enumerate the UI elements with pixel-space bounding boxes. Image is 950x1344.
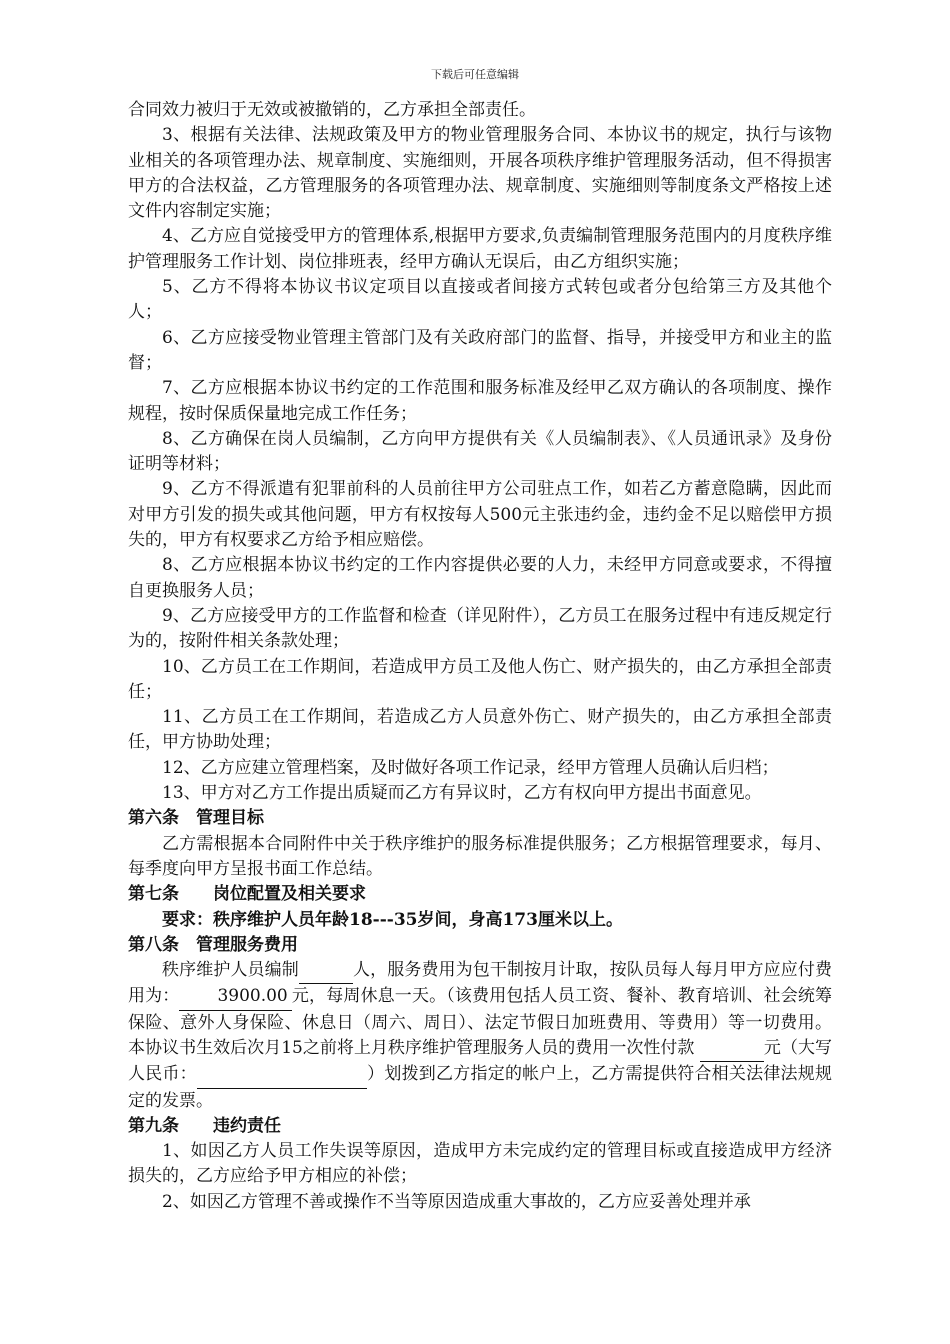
- clause-8b: 8、乙方应根据本协议书约定的工作内容提供必要的人力，未经甲方同意或要求，不得擅自更换服务人员；: [128, 555, 832, 601]
- article-8-heading: 第八条 管理服务费用: [128, 934, 298, 955]
- payment-amount-blank: [700, 1036, 764, 1062]
- article-8-text-3: 元，每周休息一天。（该费用包括人员工资、餐补、教育培训、社会统筹保险、意外人身保险、休息日（周六、周日）、法定节假日加班费用、等费用）等一切费用。本协议书生效后次月15之前将上月秩序维护管理服务人员的费用一次性付款: [128, 986, 833, 1058]
- article-7-requirement: 要求：秩序维护人员年龄18---35岁间，身高173厘米以上。: [162, 909, 623, 930]
- clause-8: 8、乙方确保在岗人员编制，乙方向甲方提供有关《人员编制表》、《人员通讯录》及身份证明等材料；: [128, 428, 832, 475]
- article-6-heading: 第六条 管理目标: [128, 808, 264, 829]
- page-header: 下载后可任意编辑: [431, 68, 519, 81]
- article-7-heading: 第七条 岗位配置及相关要求: [128, 884, 366, 905]
- article-8-text-4: 元（大写人民币：: [128, 1037, 833, 1085]
- article-6-text: 乙方需根据本合同附件中关于秩序维护的服务标准提供服务；乙方根据管理要求，每月、每季度向甲方呈报书面工作总结。: [128, 833, 832, 879]
- clause-9: 9、乙方不得派遣有犯罪前科的人员前往甲方公司驻点工作，如若乙方蓄意隐瞒，因此而对甲方引发的损失或其他问题，甲方有权按每人500元主张违约金，违约金不足以赔偿甲方损失的，甲方有权要求乙方给予相应赔偿。: [128, 479, 832, 551]
- article-8-text-1: 秩序维护人员编制: [162, 960, 299, 981]
- clause-4: 4、乙方应自觉接受甲方的管理体系,根据甲方要求,负责编制管理服务范围内的月度秩序维护管理服务工作计划、岗位排班表，经甲方确认无误后，由乙方组织实施；: [128, 226, 832, 272]
- article-9-heading: 第九条 违约责任: [128, 1115, 281, 1136]
- headcount-blank: [299, 958, 353, 984]
- article-9-clause-1: 1、如因乙方人员工作失误等原因，造成甲方未完成约定的管理目标或直接造成甲方经济损失的，乙方应给予甲方相应的补偿；: [128, 1141, 832, 1187]
- clause-3: 3、根据有关法律、法规政策及甲方的物业管理服务合同、本协议书的规定，执行与该物业相关的各项管理办法、规章制度、实施细则，开展各项秩序维护管理服务活动，但不得损害甲方的合法权益，乙方管理服务的各项管理办法、规章制度、实施细则等制度条文严格按上述文件内容制定实施；: [128, 125, 832, 222]
- clause-12: 12、乙方应建立管理档案，及时做好各项工作记录，经甲方管理人员确认后归档；: [162, 757, 779, 778]
- clause-9b: 9、乙方应接受甲方的工作监督和检查（详见附件），乙方员工在服务过程中有违反规定行为的，按附件相关条款处理；: [128, 605, 832, 652]
- article-8-text: [128, 958, 832, 1114]
- clause-11: 11、乙方员工在工作期间，若造成乙方人员意外伤亡、财产损失的，由乙方承担全部责任，甲方协助处理；: [128, 707, 832, 753]
- intro-paragraph: 合同效力被归于无效或被撤销的，乙方承担全部责任。: [128, 100, 536, 120]
- article-8-text-5: ）划拨到乙方指定的帐户上，乙方需提供符合相关法律法规规定的发票。: [128, 1064, 833, 1111]
- document-body: [128, 98, 832, 1215]
- amount-in-words-blank: [197, 1062, 367, 1088]
- clause-13: 13、甲方对乙方工作提出质疑而乙方有异议时，乙方有权向甲方提出书面意见。: [162, 783, 762, 804]
- clause-5: 5、乙方不得将本协议书议定项目以直接或者间接方式转包或者分包给第三方及其他个人；: [128, 277, 832, 323]
- article-8-text-2: 人，服务费用为包干制按月计取，按队员每人每月甲方应应付费用为：: [128, 960, 833, 1007]
- monthly-fee-value: 3900.00: [179, 984, 291, 1010]
- clause-7: 7、乙方应根据本协议书约定的工作范围和服务标准及经甲乙双方确认的各项制度、操作规程，按时保质保量地完成工作任务；: [128, 378, 832, 424]
- clause-6: 6、乙方应接受物业管理主管部门及有关政府部门的监督、指导，并接受甲方和业主的监督；: [128, 327, 832, 373]
- clause-10: 10、乙方员工在工作期间，若造成甲方员工及他人伤亡、财产损失的，由乙方承担全部责任；: [128, 656, 832, 702]
- article-9-clause-2: 2、如因乙方管理不善或操作不当等原因造成重大事故的，乙方应妥善处理并承: [162, 1191, 751, 1212]
